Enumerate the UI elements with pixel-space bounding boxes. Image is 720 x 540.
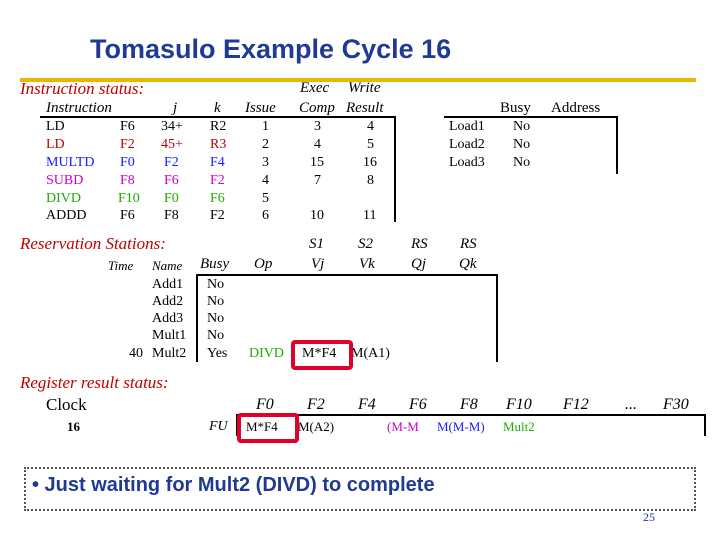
instr-op: LD bbox=[46, 137, 65, 152]
rs-right-border bbox=[496, 274, 498, 362]
instr-result: 8 bbox=[367, 173, 374, 188]
col-time: Time bbox=[108, 258, 134, 273]
col-vj: Vj bbox=[311, 256, 325, 272]
instr-comp: 15 bbox=[310, 155, 324, 170]
load-busy: No bbox=[513, 155, 531, 170]
instr-j: 34+ bbox=[161, 119, 183, 134]
vj-highlight-box bbox=[291, 340, 353, 370]
instr-issue: 6 bbox=[262, 208, 269, 223]
instr-result: 16 bbox=[363, 155, 377, 170]
load-name: Load3 bbox=[449, 155, 485, 170]
reg-f8: F8 bbox=[460, 396, 478, 413]
page-title: Tomasulo Example Cycle 16 bbox=[90, 34, 452, 64]
instr-dest: F0 bbox=[120, 155, 135, 170]
rs-name: Add3 bbox=[152, 311, 184, 326]
instr-result: 11 bbox=[363, 208, 377, 223]
col-name: Name bbox=[152, 258, 183, 273]
rs-op: DIVD bbox=[249, 346, 284, 361]
load-name: Load1 bbox=[449, 119, 485, 134]
instr-k: F2 bbox=[210, 173, 225, 188]
instr-k: F2 bbox=[210, 208, 225, 223]
register-status-label: Register result status: bbox=[20, 373, 169, 392]
rs-busy: No bbox=[207, 311, 225, 326]
bullet-text: • Just waiting for Mult2 (DIVD) to complete bbox=[32, 474, 435, 496]
col-issue: Issue bbox=[245, 100, 276, 116]
instr-j: F8 bbox=[164, 208, 179, 223]
instr-right-border bbox=[394, 116, 396, 222]
rs2-header: RS bbox=[460, 236, 477, 252]
rs-header-rule bbox=[196, 274, 498, 276]
load-header-rule bbox=[444, 116, 618, 118]
instr-j: 45+ bbox=[161, 137, 183, 152]
reg-header-rule bbox=[236, 414, 706, 416]
fu-f10: Mult2 bbox=[503, 419, 535, 434]
instr-dest: F10 bbox=[118, 191, 140, 206]
rs1-header: RS bbox=[411, 236, 428, 252]
reg-ellipsis: ... bbox=[625, 396, 637, 413]
instr-j: F0 bbox=[164, 191, 179, 206]
instr-k: F6 bbox=[210, 191, 225, 206]
rs-busy: No bbox=[207, 294, 225, 309]
col-j: j bbox=[173, 100, 178, 116]
col-result: Result bbox=[346, 100, 384, 116]
instr-issue: 3 bbox=[262, 155, 269, 170]
instr-dest: F2 bbox=[120, 137, 135, 152]
reg-f0: F0 bbox=[256, 396, 274, 413]
reg-f10: F10 bbox=[506, 396, 532, 413]
instr-j: F6 bbox=[164, 173, 179, 188]
instr-issue: 1 bbox=[262, 119, 269, 134]
instr-dest: F6 bbox=[120, 119, 135, 134]
load-busy: No bbox=[513, 137, 531, 152]
rs-vk: M(A1) bbox=[351, 346, 390, 361]
instr-op: LD bbox=[46, 119, 65, 134]
rs-name: Mult1 bbox=[152, 328, 187, 343]
rs-name: Add1 bbox=[152, 277, 184, 292]
instr-op: MULTD bbox=[46, 155, 95, 170]
reg-f2: F2 bbox=[307, 396, 325, 413]
fu-f6: (M-M bbox=[387, 419, 419, 434]
rs-left-border bbox=[196, 274, 198, 362]
load-busy: No bbox=[513, 119, 531, 134]
instr-comp: 7 bbox=[314, 173, 321, 188]
instr-dest: F6 bbox=[120, 208, 135, 223]
col-address: Address bbox=[551, 100, 601, 116]
col-op: Op bbox=[254, 256, 273, 272]
rs-time: 40 bbox=[129, 346, 143, 361]
instr-comp: 3 bbox=[314, 119, 321, 134]
col-comp: Comp bbox=[299, 100, 335, 116]
instr-op: DIVD bbox=[46, 191, 81, 206]
col-busy: Busy bbox=[500, 100, 531, 116]
clock-value: 16 bbox=[67, 419, 80, 434]
reg-f6: F6 bbox=[409, 396, 427, 413]
reg-f4: F4 bbox=[358, 396, 376, 413]
instr-k: R2 bbox=[210, 119, 227, 134]
fu-f8: M(M-M) bbox=[437, 419, 485, 434]
instr-j: F2 bbox=[164, 155, 179, 170]
instr-result: 4 bbox=[367, 119, 374, 134]
fu-label: FU bbox=[209, 419, 228, 434]
page-number: 25 bbox=[643, 510, 655, 524]
instr-dest: F8 bbox=[120, 173, 135, 188]
instr-op: ADDD bbox=[46, 208, 87, 223]
reg-f12: F12 bbox=[563, 396, 589, 413]
clock-label: Clock bbox=[46, 395, 87, 414]
fu-f2: M(A2) bbox=[298, 419, 335, 434]
rs-vj: M*F4 bbox=[302, 346, 337, 361]
col-busy-rs: Busy bbox=[200, 256, 230, 272]
instr-op: SUBD bbox=[46, 173, 84, 188]
instr-comp: 10 bbox=[310, 208, 324, 223]
col-instruction: Instruction bbox=[46, 100, 112, 116]
reg-right-border bbox=[704, 414, 706, 436]
instr-result: 5 bbox=[367, 137, 374, 152]
rs-busy: No bbox=[207, 328, 225, 343]
col-k: k bbox=[214, 100, 221, 116]
load-right-border bbox=[616, 116, 618, 174]
f0-highlight-box bbox=[237, 413, 299, 443]
load-name: Load2 bbox=[449, 137, 485, 152]
instr-issue: 5 bbox=[262, 191, 269, 206]
s1-header: S1 bbox=[309, 236, 324, 252]
fu-f0: M*F4 bbox=[246, 419, 278, 434]
col-qk: Qk bbox=[459, 256, 477, 272]
reservation-stations-label: Reservation Stations: bbox=[20, 234, 166, 253]
instr-k: R3 bbox=[210, 137, 227, 152]
instr-issue: 4 bbox=[262, 173, 269, 188]
instr-issue: 2 bbox=[262, 137, 269, 152]
exec-header: Exec bbox=[300, 80, 330, 96]
rs-name: Add2 bbox=[152, 294, 184, 309]
rs-busy: Yes bbox=[207, 346, 228, 361]
col-vk: Vk bbox=[359, 256, 375, 272]
write-header: Write bbox=[348, 80, 381, 96]
rs-name: Mult2 bbox=[152, 346, 187, 361]
s2-header: S2 bbox=[358, 236, 373, 252]
instruction-status-label: Instruction status: bbox=[20, 79, 145, 98]
col-qj: Qj bbox=[411, 256, 426, 272]
reg-f30: F30 bbox=[663, 396, 689, 413]
instr-k: F4 bbox=[210, 155, 225, 170]
instr-comp: 4 bbox=[314, 137, 321, 152]
rs-busy: No bbox=[207, 277, 225, 292]
instr-header-rule bbox=[40, 116, 396, 118]
